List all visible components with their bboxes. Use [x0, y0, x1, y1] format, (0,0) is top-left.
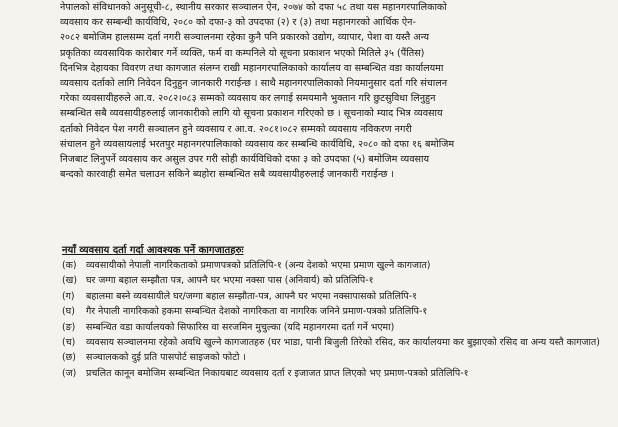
paragraph-line: प्रकृतिका व्यवसायिक कारोबार गर्ने व्यक्ति, फर्म वा कम्पनिले यो सूचना प्रकाशन भएको मितिले ३५ (पैंतिस) — [60, 47, 425, 59]
paragraph-line: दिनभित्र देहायका विवरण तथा कागजात संलग्न राखी महानगरपालिकाको कार्यालय वा सम्बन्धित वडा कार्यालयमा — [60, 62, 444, 74]
paragraph-line: निजबाट लिनुपर्ने व्यवसाय कर असुल उपर गरी सोही कार्यविधिको दफा ३ को उपदफा (५) बमोजिम व्यवसाय — [60, 154, 430, 166]
item-number: (छ) — [62, 352, 76, 364]
item-number: (घ) — [62, 306, 75, 318]
list-item — [62, 335, 610, 350]
item-number: (ज) — [62, 367, 77, 379]
list-item — [62, 273, 610, 288]
documents-list — [62, 258, 610, 381]
item-number: (क) — [62, 260, 77, 271]
item-text: गैर नेपाली नागरिकको हकमा सम्बन्धित देशको नागरिकता वा नागरिक जनिने प्रमाण-पत्रको प्रतिलिपि-१ — [86, 306, 428, 318]
item-number: (ङ) — [62, 321, 76, 333]
list-item — [62, 304, 610, 319]
item-text: घर जग्गा बहाल सम्झौता पत्र, आफ्नै घर भएमा नक्सा पास (अनिवार्य) को प्रतिलिपि-१ — [86, 275, 374, 287]
item-text: प्रचलित कानून बमोजिम सम्बन्धित निकायबाट व्यवसाय दर्ता र इजाजत प्राप्त लिएको भए प्रमाण-पत्रको प्रतिलिपि-१ — [86, 367, 469, 379]
item-text: व्यवसाय सञ्चालनमा रहेको अवधि खुल्ने कागजातहरु (घर भाडा, पानी बिजुली तिरेको रसिद, कर कार्यालयमा कर बुझाएको रसिद वा अन्य यस्तै कागजात) — [86, 337, 600, 349]
item-text: बहालमा बस्ने व्यवसायीले घर/जग्गा बहाल सम्झौता-पत्र, आफ्नै घर भएमा नक्सापासको प्रतिलिपि-१ — [86, 290, 417, 302]
paragraph-line: बन्दको कारवाही समेत चलाउन सकिने ब्यहोरा सम्बन्धित सबै व्यवसायीहरुलाई जानकारी गराईन्छ । — [60, 169, 394, 181]
paragraph-line: व्यवसाय दर्ताको लागि निवेदन दिनुहुन जानकारी गराईन्छ । साथै महानगरपालिकाको नियमानुसार दर्ता गरि संचालन — [60, 78, 448, 90]
list-item — [62, 258, 610, 273]
item-text: व्यवसायीको नेपाली नागरिकताको प्रमाणपत्रको प्रतिलिपि-१ (अन्य देशको भएमा प्रमाण खुल्ने कागजात) — [86, 260, 431, 271]
item-number: (च) — [62, 337, 76, 349]
list-item — [62, 350, 610, 365]
notice-paragraph — [60, 0, 610, 182]
paragraph-line: संचालन हुने व्यवसायलाई भरतपुर महानगरपालिकाको व्यवसाय कर सम्बन्धि कार्यविधि, २०८० को दफा १६ बमोजिम — [60, 138, 455, 150]
paragraph-line: व्यवसाय कर सम्बन्धी कार्यविधि, २०८० को दफा-३ को उपदफा (२) र (३) तथा महानगरको आर्थिक ऐन- — [60, 17, 416, 29]
item-number: (ग) — [62, 290, 75, 302]
documents-heading: नयाँ व्यवसाय दर्ता गर्दा आवश्यक पर्ने कागजातहरुः — [62, 245, 244, 256]
item-text: सम्बन्धित वडा कार्यालयको सिफारिस वा सरजमिन मुचुल्का (यदि महानगरमा दर्ता गर्ने भएमा) — [86, 321, 395, 333]
paragraph-line: सम्बन्धित सबै व्यवसायीहरुलाई जानकारीको लागि यो सूचना प्रकाशन गरिएको छ । सूचनाको म्याद भित्र व्यवसाय — [60, 108, 443, 120]
paragraph-line: गरेका व्यवसायीहरुले आ.व. २०८२।०८३ सम्मको व्यवसाय कर लगाई समयमानै भुक्तान गरि छुटसुविधा लिनुहुन — [60, 93, 436, 105]
item-number: (ख) — [62, 275, 77, 287]
paragraph-line: दर्ताको निवेदन पेश नगरी सञ्चालन हुने व्यवसाय र आ.व. २०८१।०८२ सम्मको व्यवसाय नविकरण नगरी — [60, 123, 412, 135]
list-item — [62, 366, 610, 381]
paragraph-line: २०८२ बमोजिम हालसम्म दर्ता नगरी सञ्चालनमा रहेका कुनै पनि प्रकारको उद्योग, व्यापार, पेशा वा यस्तै अन्य — [60, 32, 430, 44]
list-item — [62, 320, 610, 335]
list-item — [62, 289, 610, 304]
item-text: सञ्चालकको दुई प्रति पासपोर्ट साइजको फोटो । — [86, 352, 246, 364]
paragraph-line: नेपालको संविधानको अनुसूची-८, स्थानीय सरकार सञ्चालन ऐन, २०७४ को दफा ५८ तथा यस महानगरपालिकाको — [60, 2, 447, 13]
